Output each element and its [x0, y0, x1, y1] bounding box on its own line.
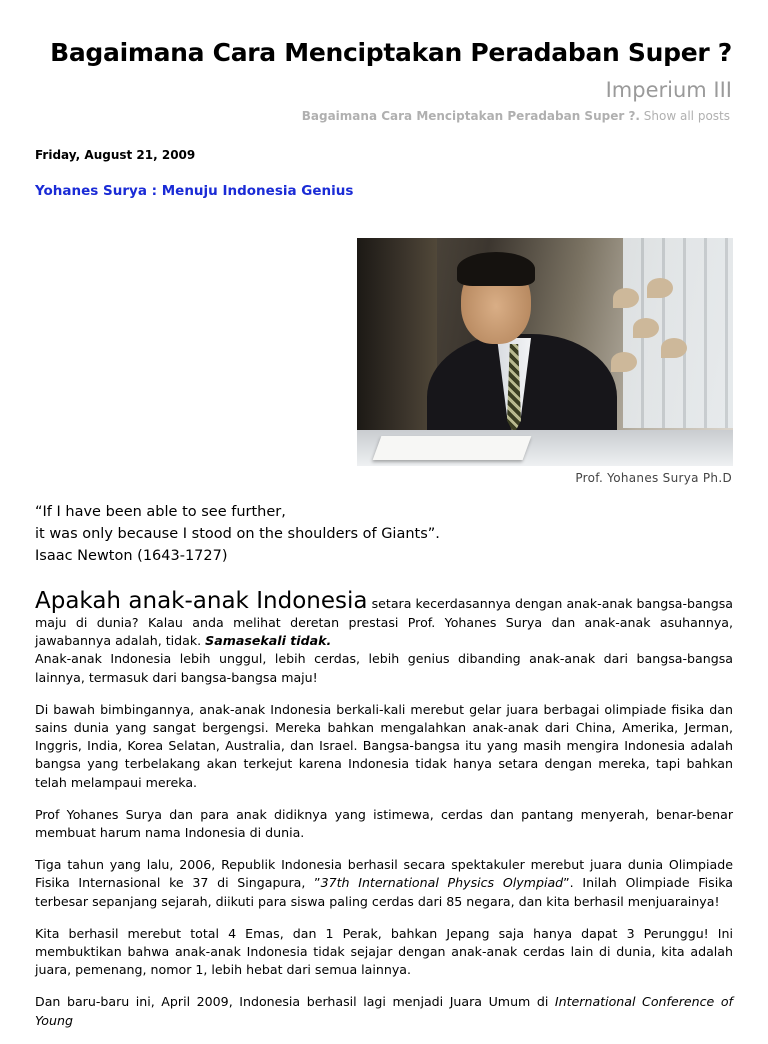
lead-phrase: Apakah anak-anak Indonesia [35, 588, 368, 614]
blog-title[interactable]: Bagaimana Cara Menciptakan Peradaban Super ? [50, 38, 732, 67]
image-caption: Prof. Yohanes Surya Ph.D [575, 471, 732, 485]
paragraph-4-after: ”. Inilah Olimpiade Fisika terbesar sepanjang sejarah, diikuti para siswa paling cerdas dari 85 negara, dan kita berhasil menjuarainya! [35, 875, 733, 909]
paragraph-4 [35, 856, 733, 911]
paragraph-4-before: Tiga tahun yang lalu, 2006, Republik Indonesia berhasil secara spektakuler merebut juara dunia Olimpiade Fisika Internasional ke 37 di Singapura, ” [35, 857, 733, 891]
blog-description-text: Bagaimana Cara Menciptakan Peradaban Super ?. [301, 109, 640, 123]
paragraph-4-italic: 37th International Physics Olympiad [320, 875, 564, 891]
paragraph-1-emphasis: Samasekali tidak. [205, 633, 332, 649]
paragraph-2: Di bawah bimbingannya, anak-anak Indonesia berkali-kali merebut gelar juara berbagai olimpiade fisika dan sains dunia yang sangat bergengsi. Mereka bahkan mengalahkan anak-anak dari China, Amerika, Jerman, Inggris, India, Korea Selatan, Australia, dan Israel. Bangsa-bangsa itu yang masih mengira Indonesia adalah bangsa yang terbelakang akan terkejut karena Indonesia tidak hanya setara dengan mereka, tapi bahkan telah melampaui mereka. [35, 701, 733, 790]
paragraph-5: Kita berhasil merebut total 4 Emas, dan 1 Perak, bahkan Jepang saja hanya dapat 3 Perunggu! Ini membuktikan bahwa anak-anak Indonesia tidak sejajar dengan anak-anak cerdas lain di dunia, kita adalah juara, pemenang, nomor 1, lebih hebat dari semua lainnya. [35, 925, 733, 978]
paragraph-6-italic: International Conference of Young [35, 994, 733, 1028]
quote-line-2: it was only because I stood on the shoulders of Giants”. [35, 526, 440, 542]
post-title-link[interactable]: Yohanes Surya : Menuju Indonesia Genius [35, 183, 354, 199]
quote-line-1: “If I have been able to see further, [35, 504, 286, 520]
post-date: Friday, August 21, 2009 [35, 148, 196, 162]
paragraph-3: Prof Yohanes Surya dan para anak didiknya yang istimewa, cerdas dan pantang menyerah, benar-benar membuat harum nama Indonesia di dunia. [35, 806, 733, 841]
paragraph-6-before: Dan baru-baru ini, April 2009, Indonesia berhasil lagi menjadi Juara Umum di [35, 994, 555, 1010]
blog-description [302, 109, 730, 123]
paragraph-6 [35, 993, 733, 1029]
portrait-photo [357, 238, 733, 466]
quote-attribution: Isaac Newton (1643-1727) [35, 548, 228, 564]
blog-subtitle: Imperium III [605, 78, 732, 102]
newton-quote [35, 501, 440, 567]
paragraph-1-text: setara kecerdasannya dengan anak-anak bangsa-bangsa maju di dunia? Kalau anda melihat deretan prestasi Prof. Yohanes Surya dan anak-anak asuhannya, jawabannya adalah, tidak. [35, 596, 733, 649]
show-all-posts-link[interactable]: Show all posts [643, 109, 730, 123]
paragraph-1-after: Anak-anak Indonesia lebih unggul, lebih cerdas, lebih genius dibanding anak-anak dari bangsa-bangsa lainnya, termasuk dari bangsa-bangsa maju! [35, 651, 733, 685]
paragraph-1 [35, 588, 733, 687]
post-body [35, 588, 733, 1044]
